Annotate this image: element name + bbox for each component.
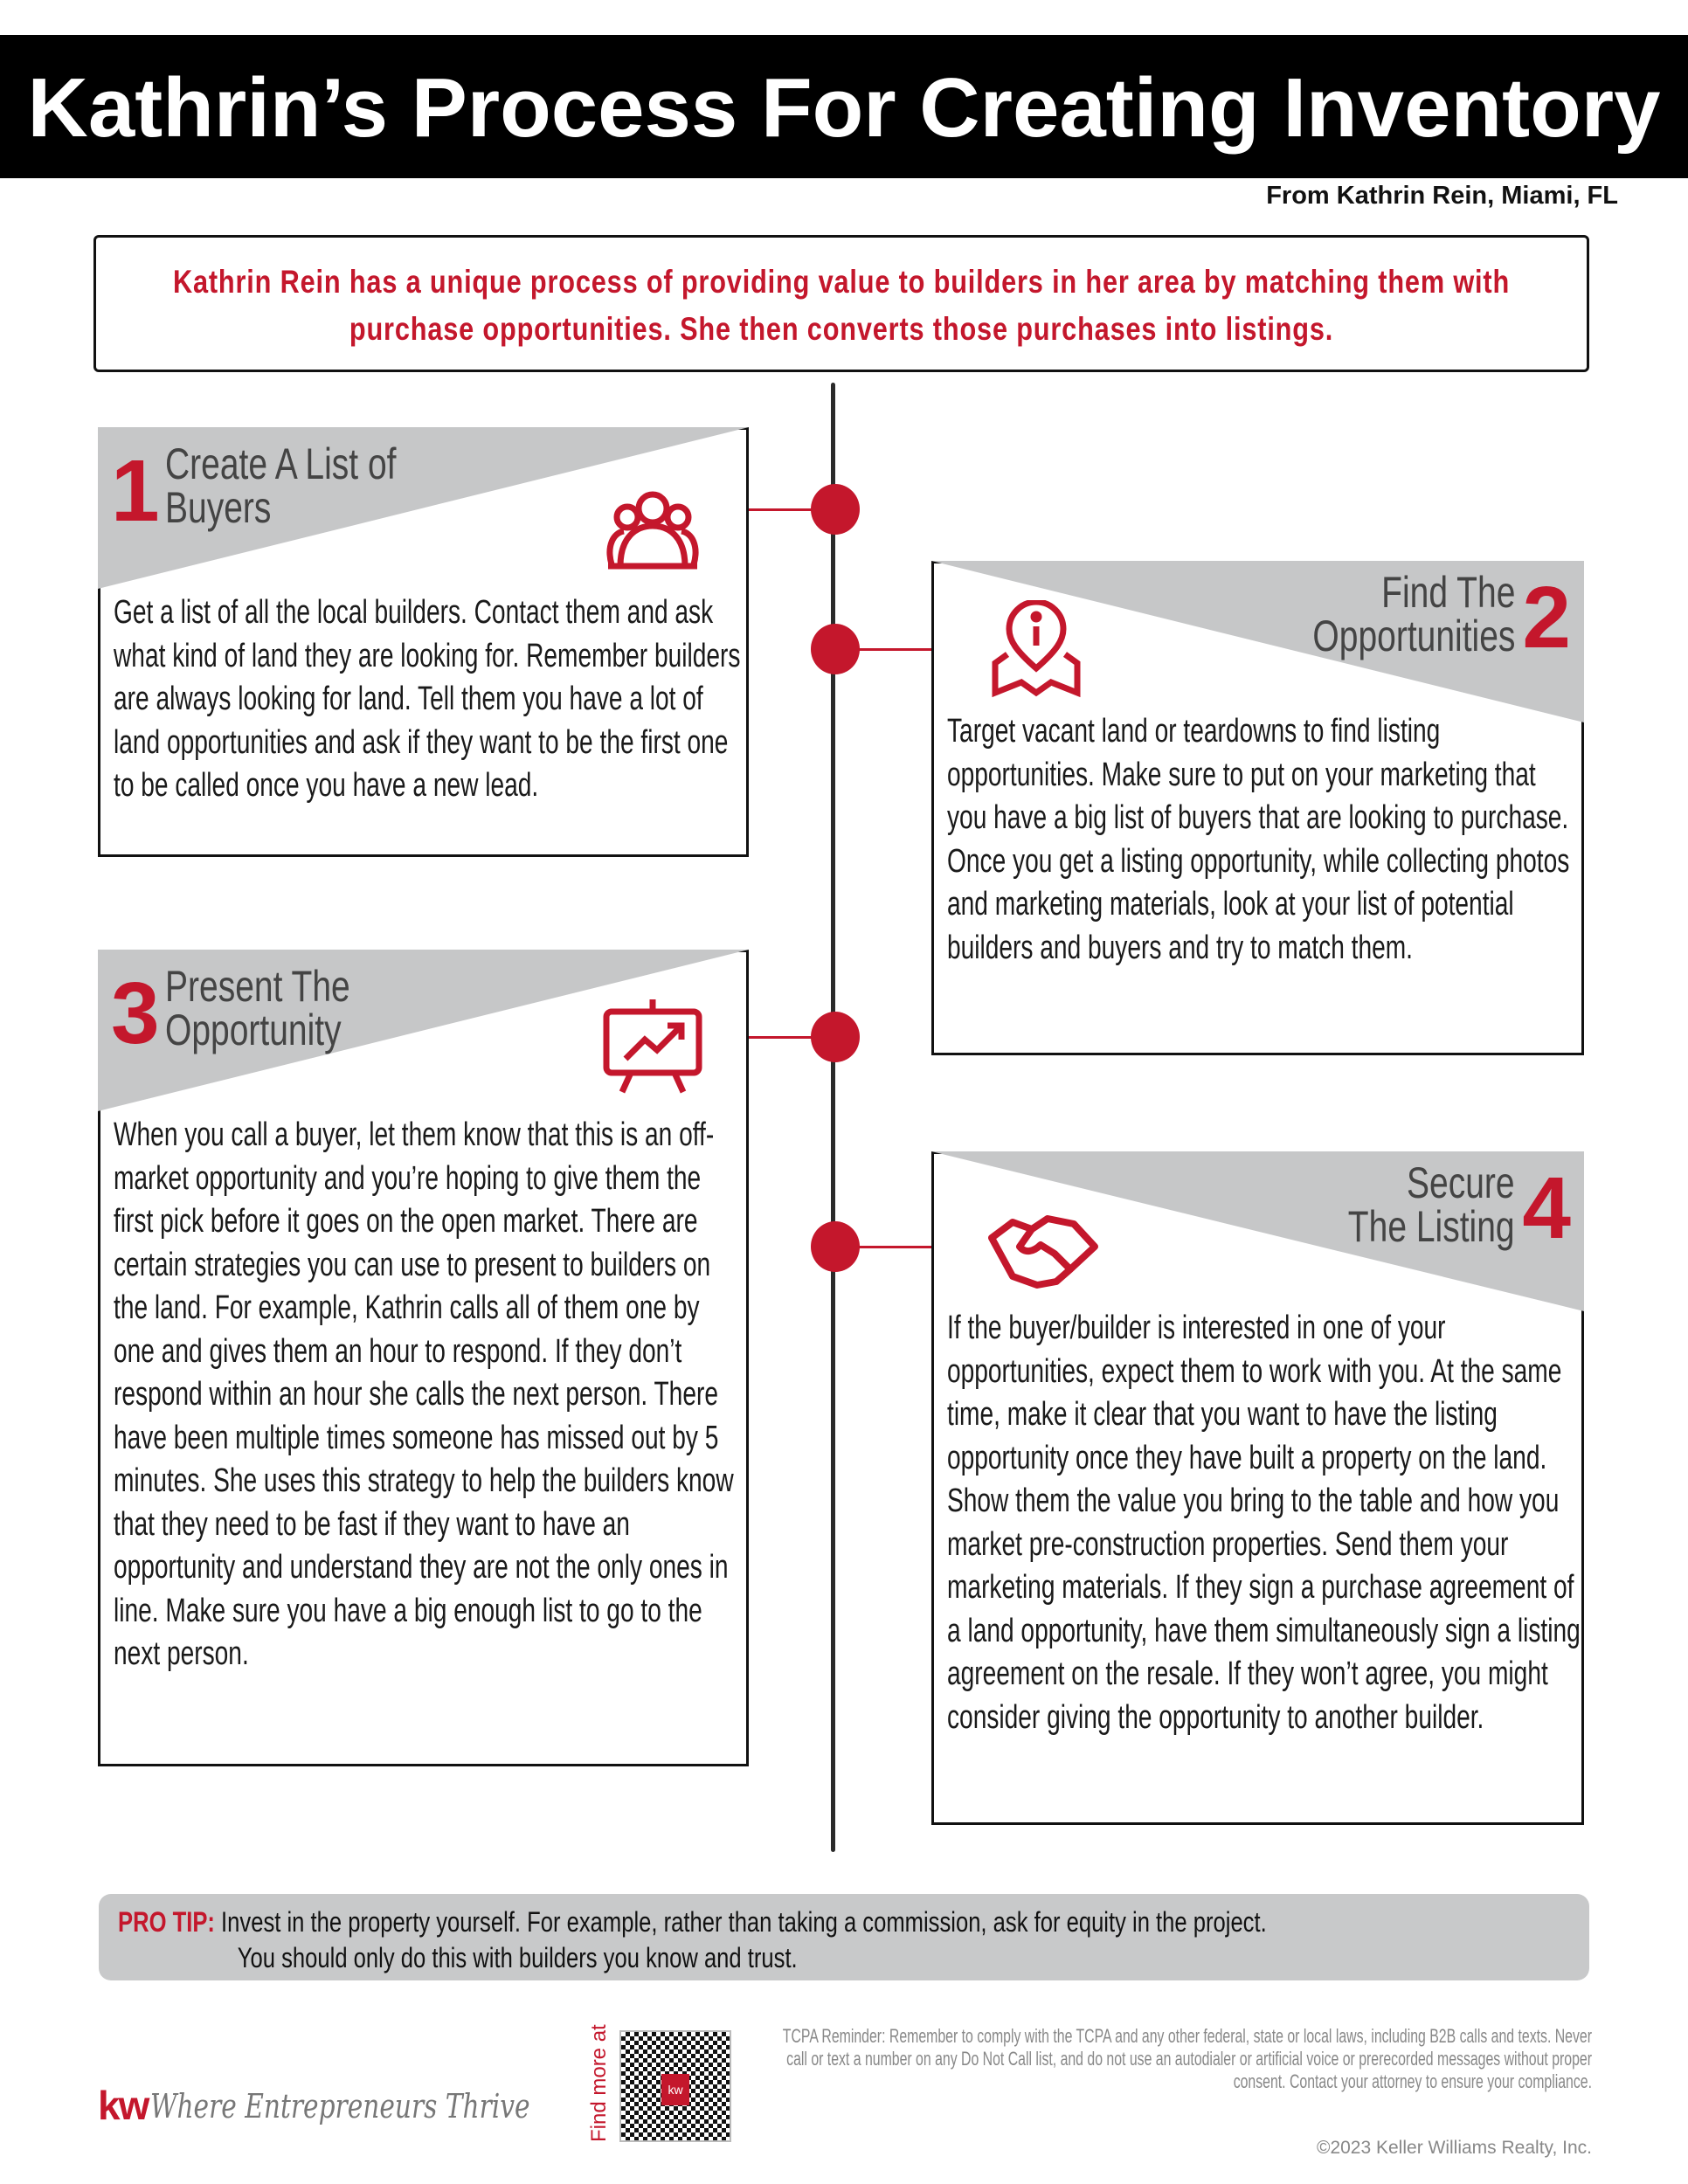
step-1-card: [98, 427, 749, 857]
step-number: 1: [111, 442, 160, 540]
tcpa-text: TCPA Reminder: Remember to comply with the TCPA and any other federal, state or local laws, including B2B calls and texts. Never call or text a number on any Do Not Call list, and do not use an autodialer or artificial voice or prerecorded messages without proper consent. Contact your attorney to ensure your compliance.: [782, 2025, 1592, 2092]
page-title: Kathrin’s Process For Creating Inventory: [27, 61, 1661, 155]
step-number: 4: [1522, 1159, 1571, 1257]
step-title-line: Buyers: [165, 483, 272, 532]
people-group-icon: [601, 489, 704, 571]
timeline-dot-4: [811, 1221, 860, 1272]
qr-code[interactable]: [619, 2030, 731, 2142]
pro-tip-line2: You should only do this with builders you know and trust.: [237, 1942, 798, 1973]
kw-logo-mark: kw: [98, 2083, 149, 2128]
tagline: Where Entrepreneurs Thrive: [150, 2087, 530, 2125]
step-title: [165, 964, 350, 1052]
step-title-line: Secure: [1407, 1158, 1515, 1207]
pro-tip-label: PRO TIP:: [118, 1906, 215, 1938]
map-info-icon: [990, 600, 1083, 698]
step-text: When you call a buyer, let them know that this is an off-market opportunity and you’re hoping to give them the first pick before it goes on the open market. There are certain strategies you can use to present to builders on the land. For example, Kathrin calls all of them one by one and gives them an hour to respond. If they don’t respond within an hour she calls the next person. There have been multiple times someone has missed out by 5 minutes. She uses this strategy to help the builders know that they need to be fast if they want to have an opportunity and understand they are not the only ones in line. Make sure you have a big enough list to go to the next person.: [114, 1116, 734, 1672]
step-title-line: Present The: [165, 962, 350, 1011]
step-number: 3: [111, 964, 160, 1062]
byline: From Kathrin Rein, Miami, FL: [1266, 182, 1618, 210]
tagline-container: [150, 2086, 570, 2128]
qr-kw-logo: kw: [661, 2074, 689, 2105]
timeline-dot-3: [811, 1012, 860, 1062]
step-text: Target vacant land or teardowns to find listing opportunities. Make sure to put on your marketing that you have a big list of buyers that are looking to purchase. Once you get a listing opportunity, while collecting photos and marketing materials, look at your list of potential builders and buyers and try to match them.: [947, 713, 1570, 966]
copyright: ©2023 Keller Williams Realty, Inc.: [1316, 2138, 1592, 2158]
step-2-card: [931, 561, 1584, 1055]
intro-text: Kathrin Rein has a unique process of providing value to builders in her area by matching them with purchase opportunities. She then converts those purchases into listings.: [172, 264, 1511, 347]
pro-tip-line1: Invest in the property yourself. For example, rather than taking a commission, ask for equity in the project.: [221, 1906, 1267, 1938]
step-title-line: Find The: [1380, 568, 1515, 617]
find-more-label: Find more at: [587, 2024, 611, 2142]
step-4-card: [931, 1151, 1584, 1825]
timeline-dot-2: [811, 624, 860, 674]
step-number: 2: [1522, 569, 1571, 667]
step-title: [1348, 1158, 1515, 1251]
step-title: [1312, 570, 1515, 658]
title-banner: [0, 35, 1688, 178]
timeline-dot-1: [811, 484, 860, 535]
intro-box: [93, 235, 1589, 372]
step-title-line: Opportunities: [1312, 612, 1515, 660]
step-3-card: [98, 950, 749, 1766]
step-text: If the buyer/builder is interested in one of your opportunities, expect them to work with you. At the same time, make it clear that you want to have the listing opportunity once they have built a property on the land. Show them the value you bring to the table and how you market pre-construction properties. Send them your marketing materials. If they sign a purchase agreement of a land opportunity, have them simultaneously sign a listing agreement on the resale. If they won’t agree, you might consider giving the opportunity to another builder.: [947, 1310, 1581, 1736]
pro-tip-box: [99, 1894, 1589, 1980]
step-title-line: Opportunity: [165, 1006, 342, 1054]
step-title-line: Create A List of: [165, 439, 397, 488]
timeline-line: [831, 383, 835, 1852]
handshake-icon: [986, 1212, 1100, 1292]
step-text: Get a list of all the local builders. Contact them and ask what kind of land they are looking for. Remember builders are always looking for land. Tell them you have a lot of land opportunities and ask if they want to be the first one to be called once you have a new lead.: [114, 594, 741, 804]
step-title: [165, 439, 397, 532]
presentation-chart-icon: [601, 996, 704, 1095]
step-title-line: The Listing: [1348, 1202, 1515, 1251]
tcpa-reminder: [760, 2025, 1592, 2123]
pro-tip-text: [118, 1904, 1572, 1976]
